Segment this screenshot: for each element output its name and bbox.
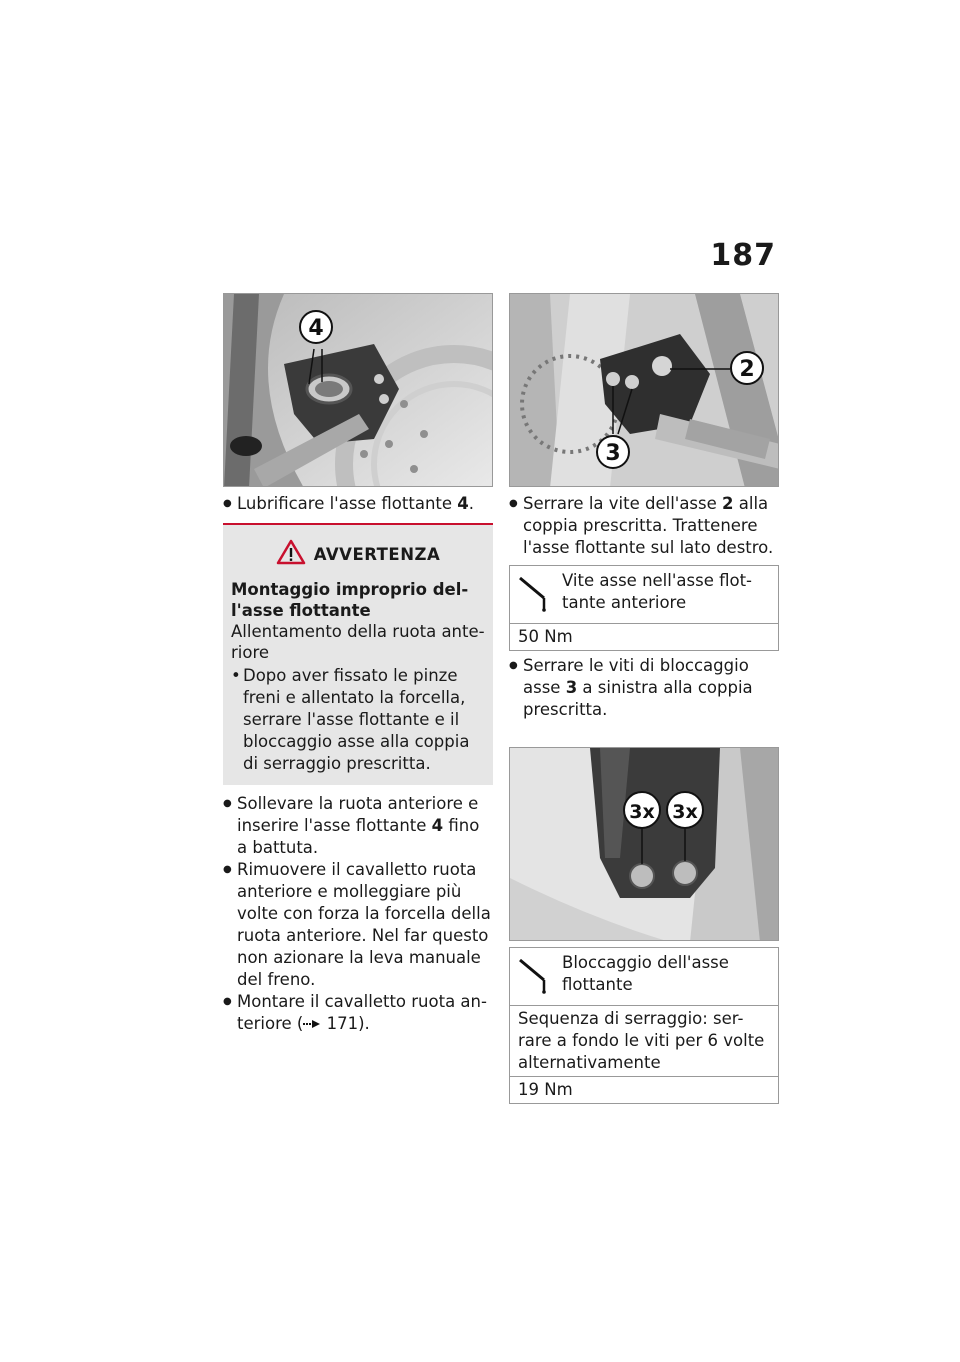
step-raise-wheel: ● Sollevare la ruota anteriore e inserire l'asse flottante 4 fino a battuta. [223,793,493,859]
torque-value: 19 Nm [518,1080,573,1099]
step-tighten-axle-screw: ● Serrare la vite dell'asse 2 alla coppia prescritta. Trattenere l'asse flottante sul lato destro. [509,493,779,559]
right-column [509,293,779,1104]
axle-photo [223,293,493,487]
warning-triangle-icon [276,539,306,569]
step-mount-stand: ● Montare il cavalletto ruota an- teriore ( 171). [223,991,493,1036]
warning-subtitle: Montaggio improprio del- l'asse flottante [231,580,469,620]
warning-title: AVVERTENZA [313,544,441,564]
clamp-screws-photo [509,747,779,941]
photo-callout-2: 2 [739,357,755,382]
torque-wrench-icon [510,948,560,1005]
photo-callout-3: 3 [605,441,621,466]
page-number: 187 [710,238,776,273]
warning-box [223,523,493,785]
tightening-sequence-note: Sequenza di serraggio: ser- rare a fondo le viti per 6 volte alternativamente [510,1006,778,1077]
photo-callout-3x-b: 3x [672,801,698,823]
torque-value: 50 Nm [518,627,573,646]
spec-title: Vite asse nell'asse flot- [562,571,752,590]
torque-spec-axle-screw: Vite asse nell'asse flot- tante anteriore 50 Nm [509,565,779,651]
torque-spec-axle-clamp: Bloccaggio dell'asse flottante Sequenza di serraggio: ser- rare a fondo le viti per 6 volte alternativamente 19 Nm [509,947,779,1104]
left-column [223,293,493,1036]
spec-title: Bloccaggio dell'asse [562,953,729,972]
page-reference-arrow-icon[interactable] [303,1014,321,1036]
step-remove-stand: ● Rimuovere il cavalletto ruota anteriore e molleggiare più volte con forza la forcella della ruota anteriore. Nel far questo non azionare la leva manuale del freno. [223,859,493,991]
torque-wrench-icon [510,566,560,623]
photo-callout-4: 4 [308,316,324,341]
step-lubricate: ● Lubrificare l'asse flottante 4. [223,493,493,515]
photo-callout-3x-a: 3x [629,801,655,823]
step-tighten-clamp-screws: ● Serrare le viti di bloccaggio asse 3 a sinistra alla coppia prescritta. [509,655,779,721]
warning-consequence: Allentamento della ruota ante- riore [231,622,485,662]
axle-screw-photo [509,293,779,487]
warning-instruction: • Dopo aver fissato le pinze freni e allentato la forcella, serrare l'asse flottante e il bloccaggio asse alla coppia di serraggio prescritta. [231,665,485,775]
